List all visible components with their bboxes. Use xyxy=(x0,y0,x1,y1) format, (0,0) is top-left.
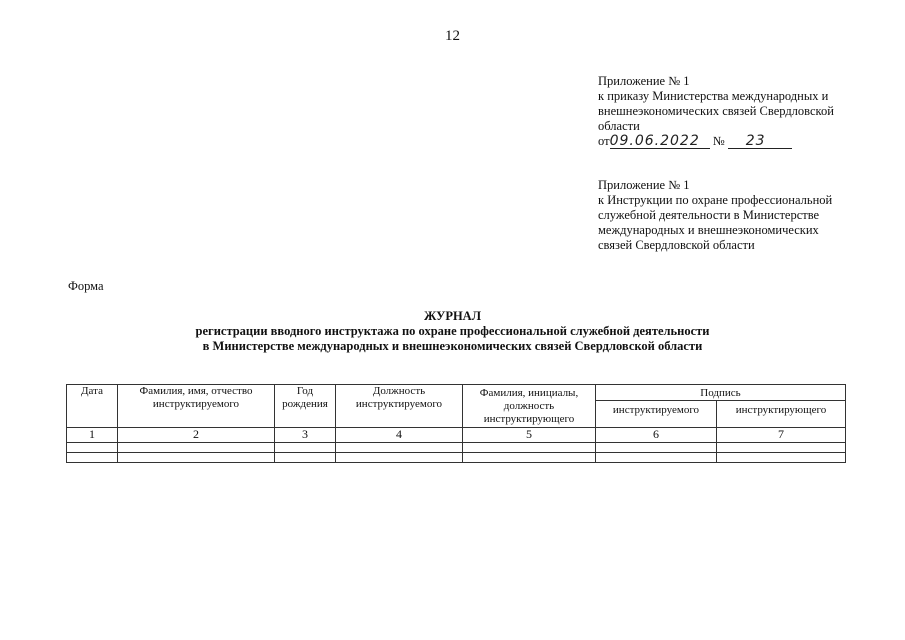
appendix-order-line-1: Приложение № 1 xyxy=(598,74,690,88)
header-signature: Подпись xyxy=(596,385,846,401)
header-instructor: Фамилия, инициалы, должность инструктирующего xyxy=(463,385,596,428)
appendix-order-line-3: внешнеэкономических связей Свердловской xyxy=(598,104,834,118)
col-number-5: 5 xyxy=(463,428,596,443)
table-cell xyxy=(336,443,463,453)
header-birth-year: Год рождения xyxy=(275,385,336,428)
document-title xyxy=(0,309,905,354)
table-cell xyxy=(717,453,846,463)
page-number: 12 xyxy=(445,28,460,44)
col-number-6: 6 xyxy=(596,428,717,443)
table-cell xyxy=(275,443,336,453)
col-number-1: 1 xyxy=(67,428,118,443)
table-cell xyxy=(463,453,596,463)
col-number-7: 7 xyxy=(717,428,846,443)
appendix-order-block xyxy=(598,74,860,149)
table-row xyxy=(67,453,846,463)
table-row-numbers xyxy=(67,428,846,443)
appendix-instruction-line-5: связей Свердловской области xyxy=(598,238,755,252)
col-number-2: 2 xyxy=(118,428,275,443)
date-prefix: от xyxy=(598,134,610,148)
form-label: Форма xyxy=(68,279,104,293)
col-number-4: 4 xyxy=(336,428,463,443)
header-date: Дата xyxy=(67,385,118,428)
appendix-instruction-line-2: к Инструкции по охране профессиональной xyxy=(598,193,833,207)
table-cell xyxy=(67,443,118,453)
header-full-name: Фамилия, имя, отчество инструктируемого xyxy=(118,385,275,428)
number-prefix: № xyxy=(712,134,725,148)
appendix-instruction-line-1: Приложение № 1 xyxy=(598,178,690,192)
table-cell xyxy=(463,443,596,453)
table-cell xyxy=(596,453,717,463)
table-cell xyxy=(67,453,118,463)
order-number: 23 xyxy=(728,134,792,149)
appendix-instruction-block xyxy=(598,178,860,253)
table-header-row xyxy=(67,385,846,401)
appendix-order-date-line xyxy=(598,134,860,149)
header-sig-instructor: инструктирующего xyxy=(717,401,846,428)
table-cell xyxy=(275,453,336,463)
table-row xyxy=(67,443,846,453)
table-cell xyxy=(596,443,717,453)
table-cell xyxy=(118,453,275,463)
table-cell xyxy=(336,453,463,463)
header-sig-instructed: инструктируемого xyxy=(596,401,717,428)
journal-table xyxy=(66,384,846,463)
title-line-1: ЖУРНАЛ xyxy=(423,309,482,323)
order-date: 09.06.2022 xyxy=(610,134,710,149)
title-line-2: регистрации вводного инструктажа по охране профессиональной служебной деятельности xyxy=(195,324,710,338)
header-position: Должность инструктируемого xyxy=(336,385,463,428)
appendix-instruction-line-4: международных и внешнеэкономических xyxy=(598,223,819,237)
table-cell xyxy=(717,443,846,453)
appendix-order-line-2: к приказу Министерства международных и xyxy=(598,89,829,103)
appendix-instruction-line-3: служебной деятельности в Министерстве xyxy=(598,208,820,222)
table-cell xyxy=(118,443,275,453)
title-line-3: в Министерстве международных и внешнеэкономических связей Свердловской области xyxy=(202,339,703,353)
col-number-3: 3 xyxy=(275,428,336,443)
appendix-order-line-4: области xyxy=(598,119,640,133)
